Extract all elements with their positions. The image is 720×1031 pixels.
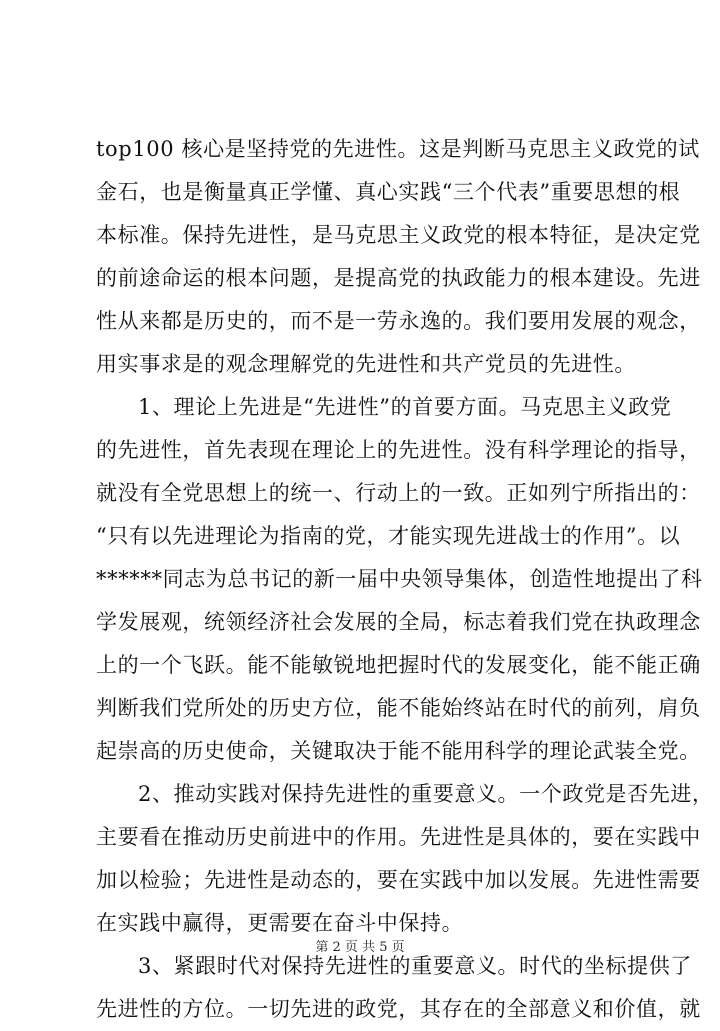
text-line: 本标准。保持先进性，是马克思主义政党的根本特征，是决定党 bbox=[96, 223, 701, 247]
page-number-footer: 第 2 页 共 5 页 bbox=[315, 940, 405, 955]
text-line: 性从来都是历史的，而不是一劳永逸的。我们要用发展的观念， bbox=[96, 309, 701, 333]
text-line: 在实践中赢得，更需要在奋斗中保持。 bbox=[96, 911, 464, 935]
paragraph-2-heading-line: 2、推动实践对保持先进性的重要意义。一个政党是否先进， bbox=[138, 782, 714, 806]
text-line: 学发展观，统领经济社会发展的全局，标志着我们党在执政理念 bbox=[96, 610, 701, 634]
text-line: “只有以先进理论为指南的党，才能实现先进战士的作用”。以 bbox=[96, 524, 681, 548]
text-line: 的先进性，首先表现在理论上的先进性。没有科学理论的指导， bbox=[96, 438, 701, 462]
text-line: top100 核心是坚持党的先进性。这是判断马克思主义政党的试 bbox=[96, 137, 700, 161]
text-line: 起崇高的历史使命，关键取决于能不能用科学的理论武装全党。 bbox=[96, 739, 701, 763]
text-line: ******同志为总书记的新一届中央领导集体，创造性地提出了科 bbox=[96, 567, 703, 591]
text-line: 主要看在推动历史前进中的作用。先进性是具体的，要在实践中 bbox=[96, 825, 701, 849]
text-line: 就没有全党思想上的统一、行动上的一致。正如列宁所指出的： bbox=[96, 481, 701, 505]
paragraph-3-heading-line: 3、紧跟时代对保持先进性的重要意义。时代的坐标提供了 bbox=[138, 954, 692, 978]
text-line: 上的一个飞跃。能不能敏锐地把握时代的发展变化，能不能正确 bbox=[96, 653, 701, 677]
text-line: 判断我们党所处的历史方位，能不能始终站在时代的前列，肩负 bbox=[96, 696, 701, 720]
text-line: 先进性的方位。一切先进的政党，其存在的全部意义和价值，就 bbox=[96, 997, 701, 1021]
text-line: 用实事求是的观念理解党的先进性和共产党员的先进性。 bbox=[96, 352, 636, 376]
text-line: 加以检验；先进性是动态的，要在实践中加以发展。先进性需要 bbox=[96, 868, 701, 892]
text-line: 金石，也是衡量真正学懂、真心实践“三个代表”重要思想的根 bbox=[96, 180, 681, 204]
document-body bbox=[96, 128, 714, 1031]
text-line: 的前途命运的根本问题，是提高党的执政能力的根本建设。先进 bbox=[96, 266, 701, 290]
paragraph-1-heading-line: 1、理论上先进是“先进性”的首要方面。马克思主义政党 bbox=[138, 395, 672, 419]
